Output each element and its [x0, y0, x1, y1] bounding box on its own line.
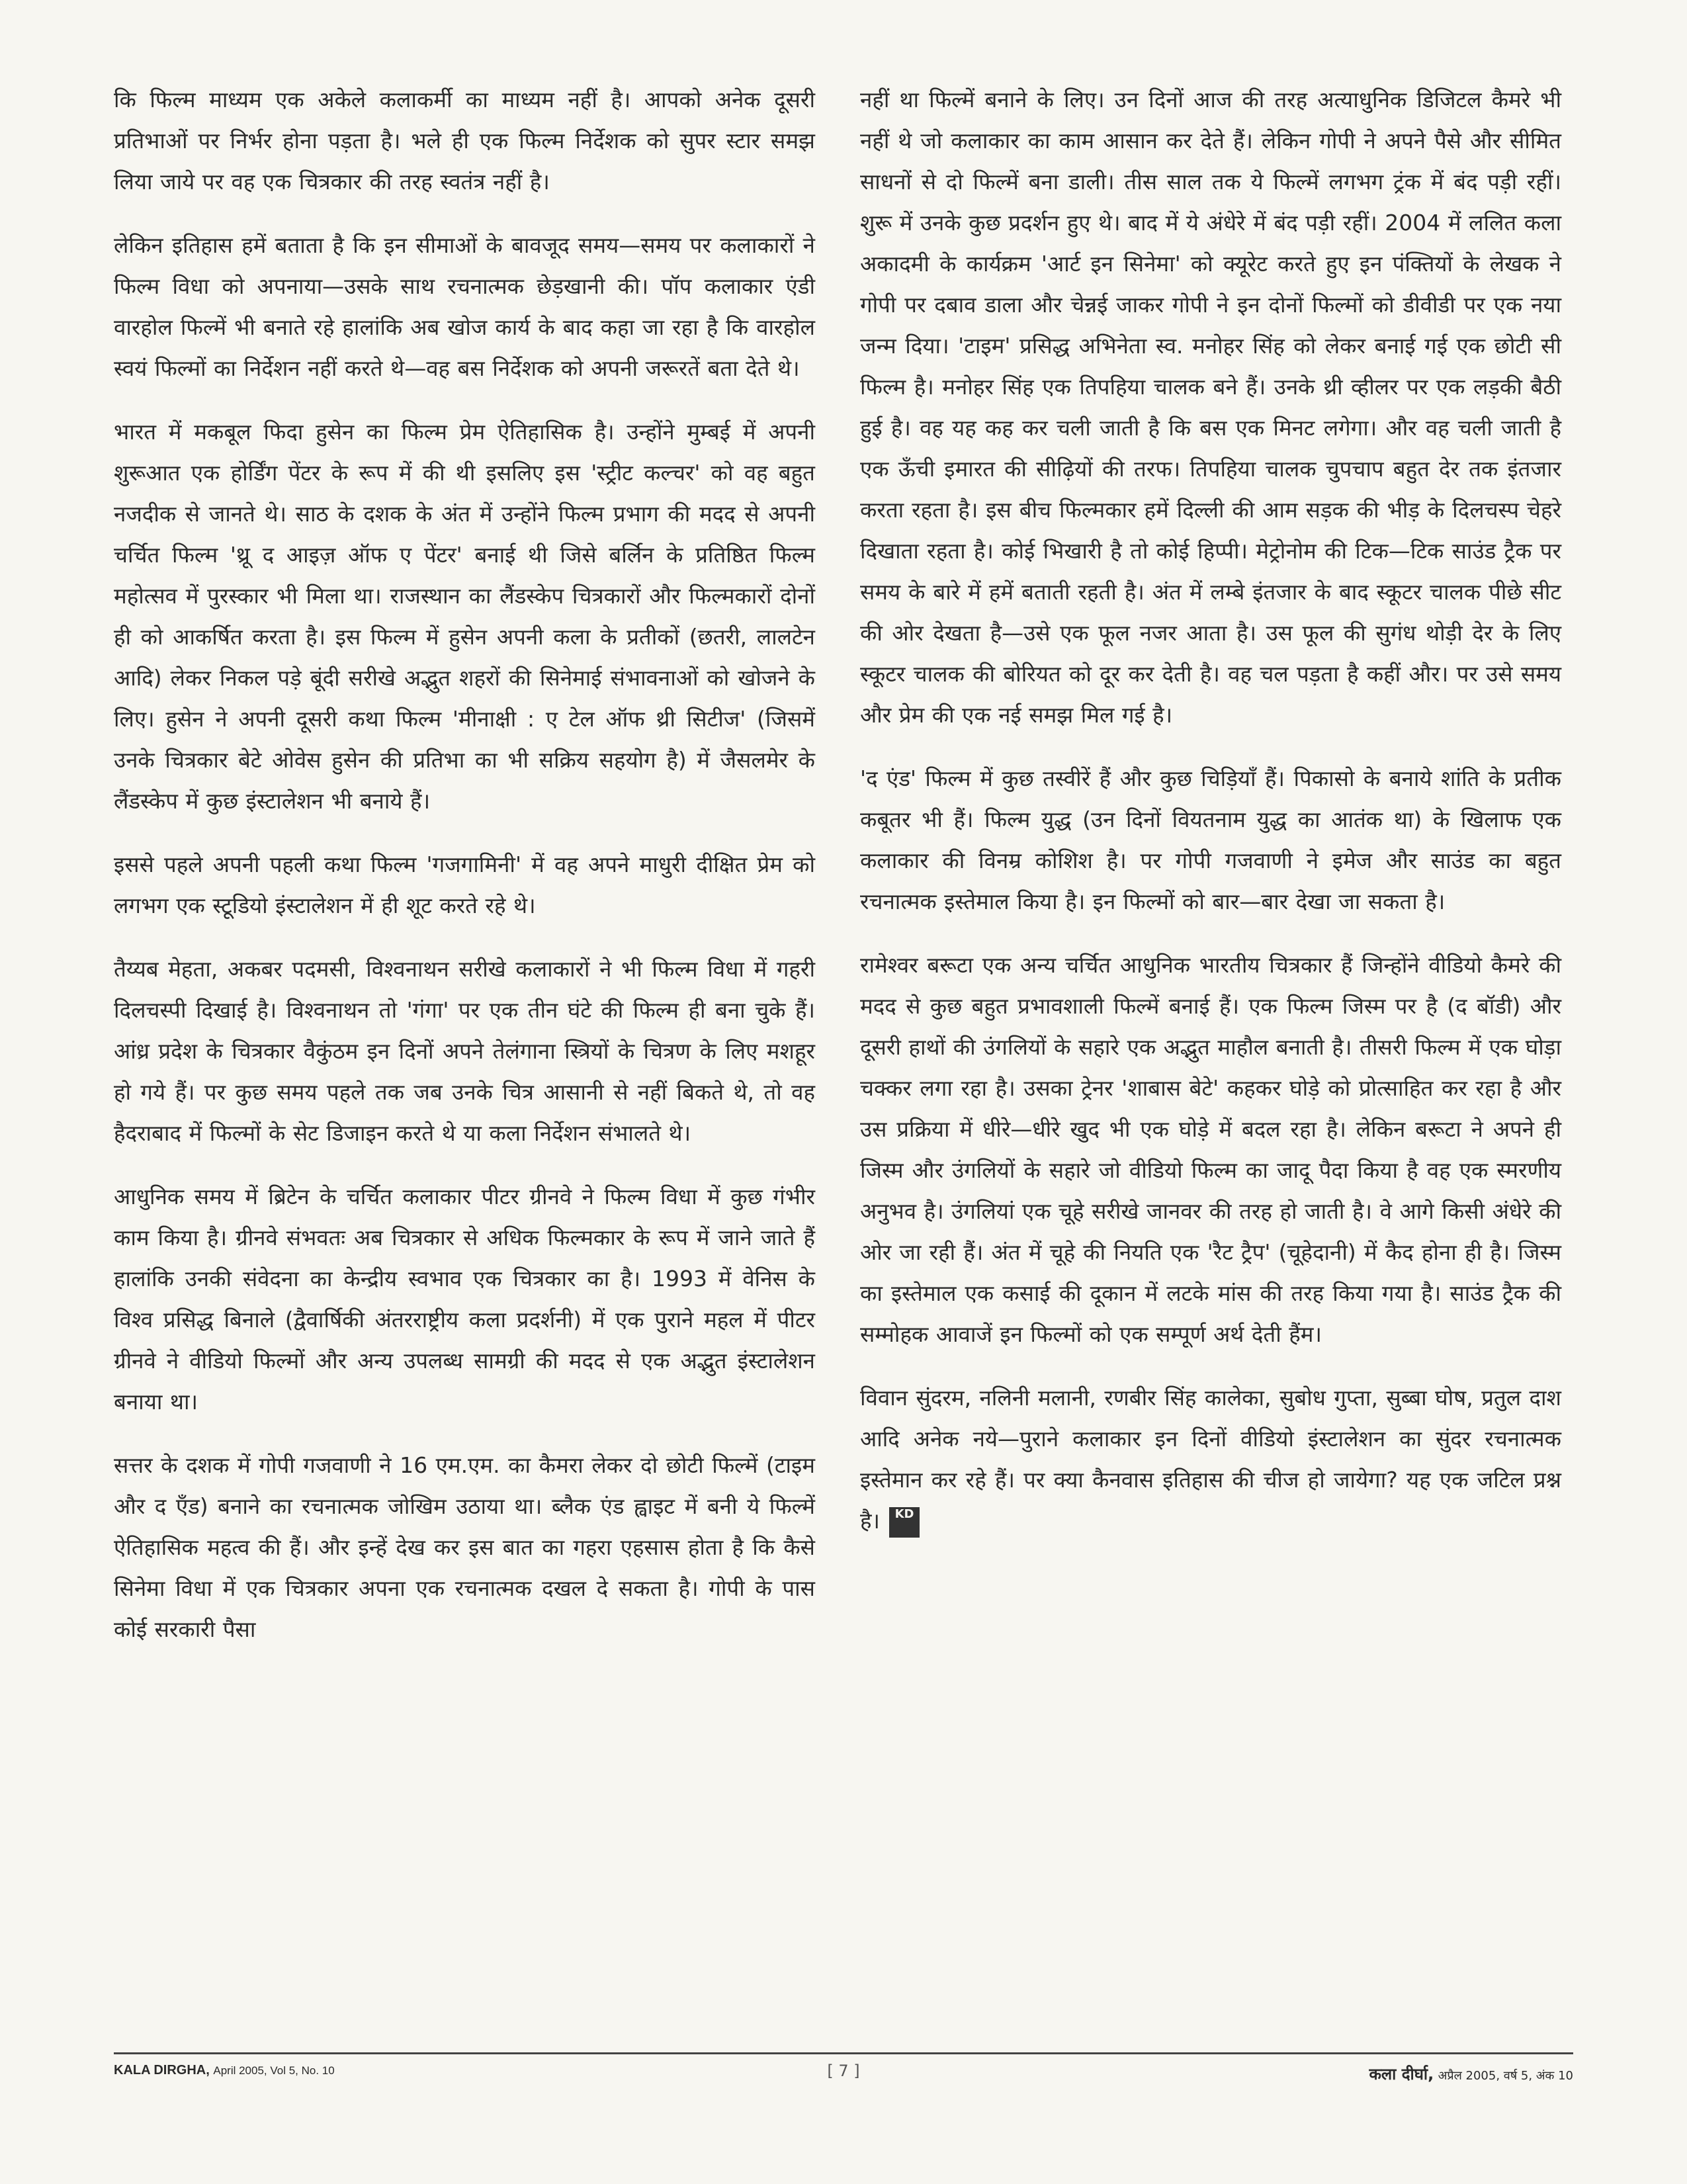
footer-issue-hindi: अप्रैल 2005, वर्ष 5, अंक 10	[1438, 2069, 1573, 2083]
footer-publication-hindi	[1369, 2063, 1573, 2085]
closing-paragraph	[860, 1377, 1561, 1542]
paragraph: कि फिल्म माध्यम एक अकेले कलाकर्मी का माध्यम नहीं है। आपको अनेक दूसरी प्रतिभाओं पर निर्भर होना पड़ता है। भले ही एक फिल्म निर्देशक को सुपर स्टार समझ लिया जाये पर वह एक चित्रकार की तरह स्वतंत्र नहीं है।	[114, 87, 815, 195]
paragraph: रामेश्वर बरूटा एक अन्य चर्चित आधुनिक भारतीय चित्रकार हैं जिन्होंने वीडियो कैमरे की मदद से कुछ बहुत प्रभावशाली फिल्में बनाई हैं। एक फिल्म जिस्म पर है (द बॉडी) और दूसरी हाथों की उंगलियों के सहारे एक अद्भुत माहौल बनाती है। तीसरी फिल्म में एक घोड़ा चक्कर लगा रहा है। उसका ट्रेनर 'शाबास बेटे' कहकर घोड़े को प्रोत्साहित कर रहा है और उस प्रक्रिया में धीरे—धीरे खुद भी एक घोड़े में बदल रहा है। लेकिन बरूटा ने अपने ही जिस्म और उंगलियों के सहारे जो वीडियो फिल्म का जादू पैदा किया है वह एक स्मरणीय अनुभव है। उंगलियां एक चूहे सरीखे जानवर की तरह हो जाती है। वे आगे किसी अंधेरे की ओर जा रही हैं। अंत में चूहे की नियति एक 'रैट ट्रैप' (चूहेदानी) में कैद होना ही है। जिस्म का इस्तेमाल एक कसाई की दूकान में लटके मांस की तरह किया गया है। साउंड ट्रैक की सम्मोहक आवाजें इन फिल्मों को एक सम्पूर्ण अर्थ देती हैंम।	[860, 952, 1561, 1347]
right-column	[860, 79, 1561, 1564]
footer-divider	[114, 2052, 1573, 2054]
left-column	[114, 79, 815, 1673]
paragraph: आधुनिक समय में ब्रिटेन के चर्चित कलाकार पीटर ग्रीनवे ने फिल्म विधा में कुछ गंभीर काम किया है। ग्रीनवे संभवतः अब चित्रकार से अधिक फिल्मकार के रूप में जाने जाते हैं हालांकि उनकी संवेदना का केन्द्रीय स्वभाव एक चित्रकार का है। 1993 में वेनिस के विश्व प्रसिद्ध बिनाले (द्वैवार्षिकी अंतरराष्ट्रीय कला प्रदर्शनी) में एक पुराने महल में पीटर ग्रीनवे ने वीडियो फिल्मों और अन्य उपलब्ध सामग्री की मदद से एक अद्भुत इंस्टालेशन बनाया था।	[114, 1184, 815, 1415]
paragraph: 'द एंड' फिल्म में कुछ तस्वीरें हैं और कुछ चिड़ियाँ हैं। पिकासो के बनाये शांति के प्रतीक कबूतर भी हैं। फिल्म युद्ध (उन दिनों वियतनाम युद्ध का आतंक था) के खिलाफ एक कलाकार की विनम्र कोशिश है। पर गोपी गजवाणी ने इमेज और साउंड का बहुत रचनात्मक इस्तेमाल किया है। इन फिल्मों को बार—बार देखा जा सकता है।	[860, 765, 1561, 914]
page-footer	[114, 2063, 1573, 2089]
page-number: [ 7 ]	[827, 2062, 860, 2080]
paragraph-text: विवान सुंदरम, नलिनी मलानी, रणबीर सिंह कालेका, सुबोध गुप्ता, सुब्बा घोष, प्रतुल दाश आदि अनेक नये—पुराने कलाकार इन दिनों वीडियो इंस्टालेशन का सुंदर रचनात्मक इस्तेमान कर रहे हैं। पर क्या कैनवास इतिहास की चीज हो जायेगा? यह एक जटिल प्रश्न है।	[860, 1385, 1561, 1534]
paragraph: इससे पहले अपनी पहली कथा फिल्म 'गजगामिनी' में वह अपने माधुरी दीक्षित प्रेम को लगभग एक स्टूडियो इंस्टालेशन में ही शूट करते रहे थे।	[114, 852, 815, 918]
footer-issue-english: April 2005, Vol 5, No. 10	[213, 2064, 335, 2077]
paragraph: नहीं था फिल्में बनाने के लिए। उन दिनों आज की तरह अत्याधुनिक डिजिटल कैमरे भी नहीं थे जो कलाकार का काम आसान कर देते हैं। लेकिन गोपी ने अपने पैसे और सीमित साधनों से दो फिल्में बना डाली। तीस साल तक ये फिल्में लगभग ट्रंक में बंद पड़ी रहीं। शुरू में उनके कुछ प्रदर्शन हुए थे। बाद में ये अंधेरे में बंद पड़ी रहीं। 2004 में ललित कला अकादमी के कार्यक्रम 'आर्ट इन सिनेमा' को क्यूरेट करते हुए इन पंक्तियों के लेखक ने गोपी पर दबाव डाला और चेन्नई जाकर गोपी ने इन दोनों फिल्मों को डीवीडी पर एक नया जन्म दिया। 'टाइम' प्रसिद्ध अभिनेता स्व. मनोहर सिंह को लेकर बनाई गई एक छोटी सी फिल्म है। मनोहर सिंह एक तिपहिया चालक बने हैं। उनके थ्री व्हीलर पर एक लड़की बैठी हुई है। वह यह कह कर चली जाती है कि बस एक मिनट लगेगा। और वह चली जाती है एक ऊँची इमारत की सीढ़ियों की तरफ। तिपहिया चालक चुपचाप बहुत देर तक इंतजार करता रहता है। इस बीच फिल्मकार हमें दिल्ली की आम सड़क की भीड़ के दिलचस्प चेहरे दिखाता रहता है। कोई भिखारी है तो कोई हिप्पी। मेट्रोनोम की टिक—टिक साउंड ट्रैक पर समय के बारे में हमें बताती रहती है। अंत में लम्बे इंतजार के बाद स्कूटर चालक पीछे सीट की ओर देखता है—उसे एक फूल नजर आता है। उस फूल की सुगंध थोड़ी देर के लिए स्कूटर चालक की बोरियत को दूर कर देती है। वह चल पड़ता है कहीं और। पर उसे समय और प्रेम की एक नई समझ मिल गई है।	[860, 87, 1561, 728]
footer-brand-hindi: कला दीर्घा,	[1369, 2065, 1434, 2083]
paragraph: तैय्यब मेहता, अकबर पदमसी, विश्वनाथन सरीखे कलाकारों ने भी फिल्म विधा में गहरी दिलचस्पी दिखाई है। विश्वनाथन तो 'गंगा' पर एक तीन घंटे की फिल्म ही बना चुके हैं। आंध्र प्रदेश के चित्रकार वैकुंठम इन दिनों अपने तेलंगाना स्त्रियों के चित्रण के लिए मशहूर हो गये हैं। पर कुछ समय पहले तक जब उनके चित्र आसानी से नहीं बिकते थे, तो वह हैदराबाद में फिल्मों के सेट डिजाइन करते थे या कला निर्देशन संभालते थे।	[114, 956, 815, 1146]
paragraph: लेकिन इतिहास हमें बताता है कि इन सीमाओं के बावजूद समय—समय पर कलाकारों ने फिल्म विधा को अपनाया—उसके साथ रचनात्मक छेड़खानी की। पॉप कलाकार एंडी वारहोल फिल्में भी बनाते रहे हालांकि अब खोज कार्य के बाद कहा जा रहा है कि वारहोल स्वयं फिल्मों का निर्देशन नहीं करते थे—वह बस निर्देशक को अपनी जरूरतें बता देते थे।	[114, 232, 815, 381]
paragraph: भारत में मकबूल फिदा हुसेन का फिल्म प्रेम ऐतिहासिक है। उन्होंने मुम्बई में अपनी शुरूआत एक होर्डिंग पेंटर के रूप में की थी इसलिए इस 'स्ट्रीट कल्चर' को वह बहुत नजदीक से जानते थे। साठ के दशक के अंत में उन्होंने फिल्म प्रभाग की मदद से अपनी चर्चित फिल्म 'थ्रू द आइज़ ऑफ ए पेंटर' बनाई थी जिसे बर्लिन के प्रतिष्ठित फिल्म महोत्सव में पुरस्कार भी मिला था। राजस्थान का लैंडस्केप चित्रकारों और फिल्मकारों दोनों ही को आकर्षित करता है। इस फिल्म में हुसेन अपनी कला के प्रतीकों (छतरी, लालटेन आदि) लेकर निकल पड़े बूंदी सरीखे अद्भुत शहरों की सिनेमाई संभावनाओं को खोजने के लिए। हुसेन ने अपनी दूसरी कथा फिल्म 'मीनाक्षी : ए टेल ऑफ थ्री सिटीज' (जिसमें उनके चित्रकार बेटे ओवेस हुसेन की प्रतिभा का भी सक्रिय सहयोग है) में जैसलमेर के लैंडस्केप में कुछ इंस्टालेशन भी बनाये हैं।	[114, 419, 815, 814]
paragraph: सत्तर के दशक में गोपी गजवाणी ने 16 एम.एम. का कैमरा लेकर दो छोटी फिल्में (टाइम और द ऍंड) बनाने का रचनात्मक जोखिम उठाया था। ब्लैक एंड ह्वाइट में बनी ये फिल्में ऐतिहासिक महत्व की हैं। और इन्हें देख कर इस बात का गहरा एहसास होता है कि कैसे सिनेमा विधा में एक चित्रकार अपना एक रचनात्मक दखल दे सकता है। गोपी के पास कोई सरकारी पैसा	[114, 1452, 815, 1642]
footer-brand-english: KALA DIRGHA,	[114, 2063, 210, 2077]
kd-end-mark-icon: KD	[889, 1507, 920, 1538]
